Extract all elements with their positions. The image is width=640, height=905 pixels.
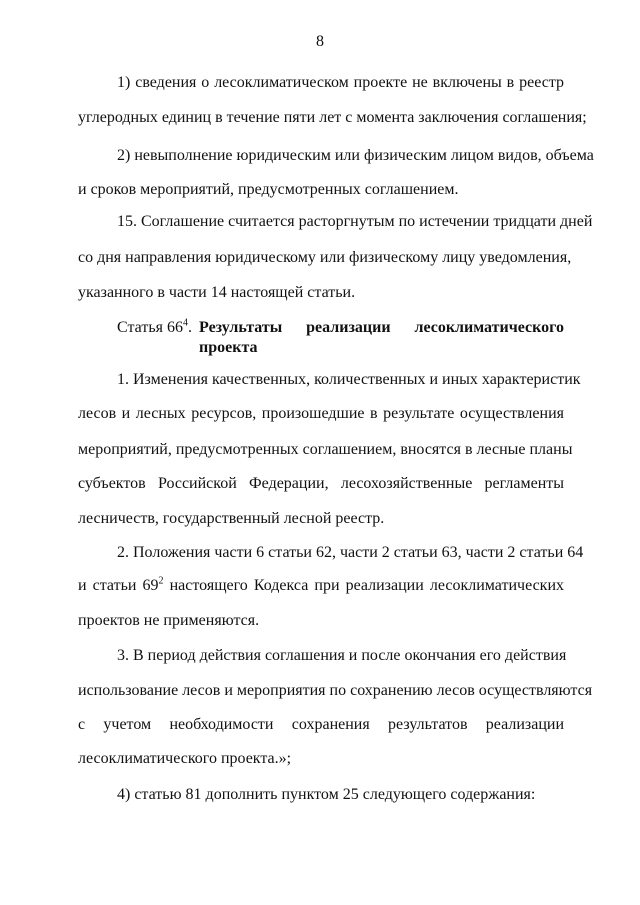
- p3-line2: со дня направления юридическому или физическому лицу уведомления,: [78, 249, 572, 266]
- p2-line2: и сроков мероприятий, предусмотренных соглашением.: [78, 181, 459, 198]
- p1-line2: углеродных единиц в течение пяти лет с момента заключения соглашения;: [78, 109, 587, 126]
- p4-line4: субъектов Российской Федерации, лесохозяйственные регламенты: [78, 475, 564, 492]
- p5-line3: проектов не применяются.: [78, 612, 260, 629]
- p5-line1: 2. Положения части 6 статьи 62, части 2 статьи 63, части 2 статьи 64: [117, 544, 584, 561]
- p5-superscript: 2: [158, 575, 164, 587]
- page-number: 8: [316, 33, 324, 50]
- p5-line2: и статьи $69^2$ настоящего Кодекса при реализации лесоклиматических: [78, 575, 565, 594]
- article-title-line1: Результаты реализации лесоклиматического: [199, 319, 564, 336]
- p4-line1: 1. Изменения качественных, количественных и иных характеристик: [117, 371, 581, 388]
- p3-line1: 15. Соглашение считается расторгнутым по истечении тридцати дней: [117, 213, 593, 230]
- p6-line3: с учетом необходимости сохранения результатов реализации: [78, 716, 564, 733]
- p7-line1: 4) статью 81 дополнить пунктом 25 следующего содержания:: [117, 786, 536, 803]
- article-label: Статья $66^4$.: [117, 317, 192, 336]
- p6-line4: лесоклиматического проекта.»;: [78, 750, 292, 767]
- p2-line1: 2) невыполнение юридическим или физическим лицом видов, объема: [117, 147, 594, 164]
- p3-line3: указанного в части 14 настоящей статьи.: [78, 284, 356, 301]
- p4-line3: мероприятий, предусмотренных соглашением, вносятся в лесные планы: [78, 441, 573, 458]
- article-title: [199, 318, 564, 358]
- p6-line1: 3. В период действия соглашения и после окончания его действия: [117, 647, 567, 664]
- article-superscript: 4: [182, 317, 188, 329]
- p4-line2: лесов и лесных ресурсов, произошедшие в результате осуществления: [78, 405, 564, 422]
- article-title-line2: проекта: [199, 339, 258, 356]
- p1-line1: 1) сведения о лесоклиматическом проекте не включены в реестр: [117, 74, 564, 91]
- p6-line2: использование лесов и мероприятия по сохранению лесов осуществляются: [78, 682, 593, 699]
- p4-line5: лесничеств, государственный лесной реестр.: [78, 510, 385, 527]
